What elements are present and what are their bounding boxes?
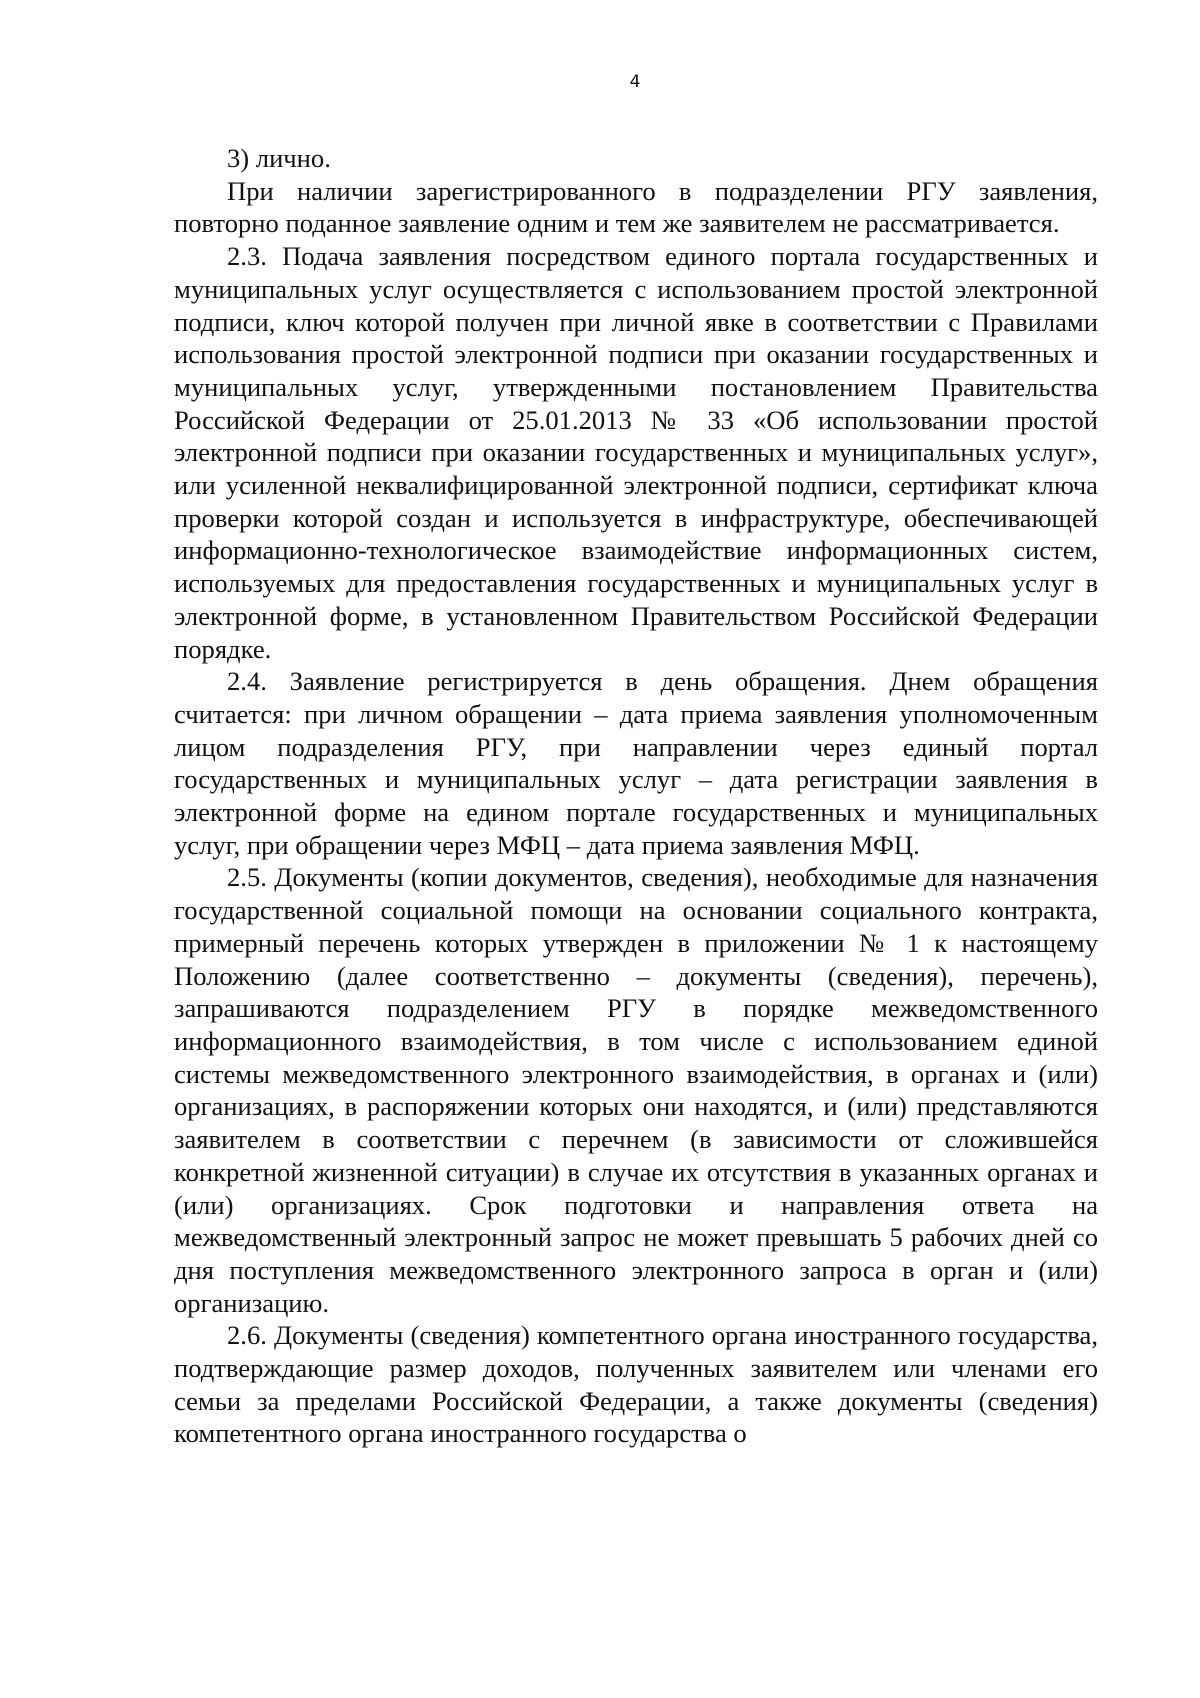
paragraph-2-5: 2.5. Документы (копии документов, сведения), необходимые для назначения государственной социальной помощи на основании социального контракта, примерный перечень которых утвержден в приложении № 1 к настоящему Положению (далее соответственно – документы (сведения), перечень), запрашиваются подразделением РГУ в порядке межведомственного информационного взаимодействия, в том числе с использованием единой системы межведомственного электронного взаимодействия, в органах и (или) организациях, в распоряжении которых они находятся, и (или) представляются заявителем в соответствии с перечнем (в зависимости от сложившейся конкретной жизненной ситуации) в случае их отсутствия в указанных органах и (или) организациях. Срок подготовки и направления ответа на межведомственный электронный запрос не может превышать 5 рабочих дней со дня поступления межведомственного электронного запроса в орган и (или) организацию. xyxy=(174,862,1098,1318)
paragraph-2-4: 2.4. Заявление регистрируется в день обращения. Днем обращения считается: при личном обращении – дата приема заявления уполномоченным лицом подразделения РГУ, при направлении через единый портал государственных и муниципальных услуг – дата регистрации заявления в электронной форме на едином портале государственных и муниципальных услуг, при обращении через МФЦ – дата приема заявления МФЦ. xyxy=(174,666,1098,860)
document-body xyxy=(174,142,1098,1450)
paragraph-item-3: 3) лично. xyxy=(227,143,331,173)
paragraph-repeat-application: При наличии зарегистрированного в подразделении РГУ заявления, повторно поданное заявление одним и тем же заявителем не рассматривается. xyxy=(174,175,1098,239)
paragraph-2-6: 2.6. Документы (сведения) компетентного органа иностранного государства, подтверждающие размер доходов, полученных заявителем или членами его семьи за пределами Российской Федерации, а также документы (сведения) компетентного органа иностранного государства о xyxy=(174,1320,1098,1449)
paragraph-2-3: 2.3. Подача заявления посредством единого портала государственных и муниципальных услуг осуществляется с использованием простой электронной подписи, ключ которой получен при личной явке в соответствии с Правилами использования простой электронной подписи при оказании государственных и муниципальных услуг, утвержденными постановлением Правительства Российской Федерации от 25.01.2013 № 33 «Об использовании простой электронной подписи при оказании государственных и муниципальных услуг», или усиленной неквалифицированной электронной подписи, сертификат ключа проверки которой создан и используется в инфраструктуре, обеспечивающей информационно-технологическое взаимодействие информационных систем, используемых для предоставления государственных и муниципальных услуг в электронной форме, в установленном Правительством Российской Федерации порядке. xyxy=(174,241,1098,664)
page-number: 4 xyxy=(629,72,641,92)
